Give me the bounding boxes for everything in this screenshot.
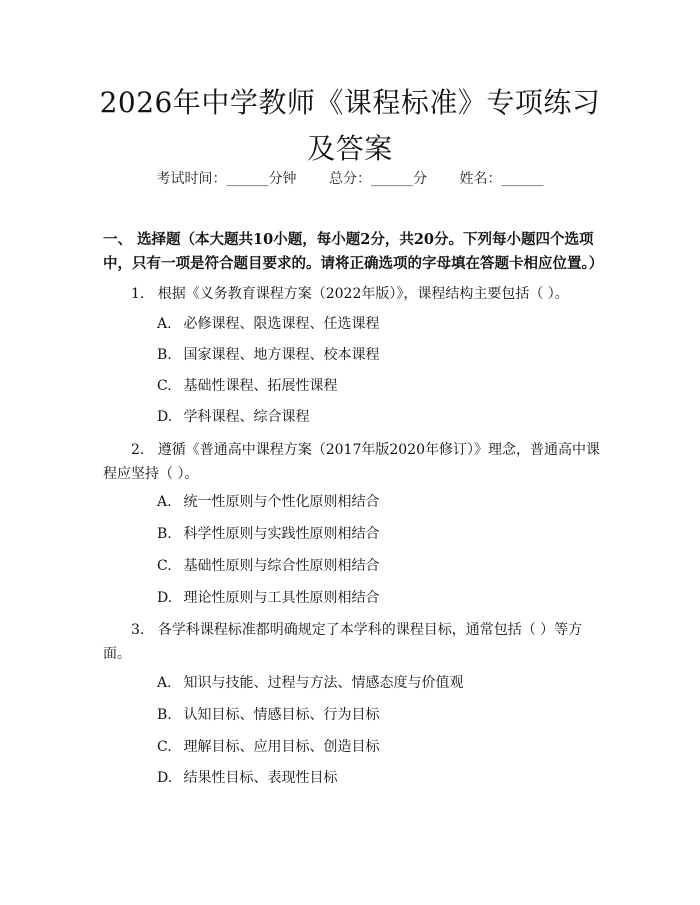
option-1a — [157, 314, 597, 334]
option-3b — [157, 705, 597, 725]
section-heading: 一、 选择题（本大题共10小题，每小题2分，共20分。下列每小题四个选项中，只有一项是符合题目要求的。请将正确选项的字母填在答题卡相应位置。） — [103, 231, 604, 272]
question-number: 3. — [131, 622, 145, 638]
option-text: 理论性原则与工具性原则相结合 — [183, 590, 380, 606]
option-2d — [157, 588, 597, 608]
option-text: 基础性课程、拓展性课程 — [183, 378, 338, 394]
exam-info-line — [0, 168, 700, 188]
option-text: 国家课程、地方课程、校本课程 — [183, 347, 380, 363]
option-letter: D. — [157, 409, 173, 425]
question-2 — [103, 438, 603, 486]
document-title: 2026年中学教师《课程标准》专项练习及答案 — [99, 86, 601, 165]
question-3 — [103, 618, 603, 666]
option-text: 认知目标、情感目标、行为目标 — [183, 707, 380, 723]
question-1 — [103, 282, 603, 306]
option-letter: A. — [157, 675, 172, 691]
option-2b — [157, 524, 597, 544]
option-letter: D. — [157, 590, 173, 606]
question-text: 根据《义务教育课程方案（2022年版）》，课程结构主要包括（ ）。 — [157, 286, 569, 302]
question-text: 各学科课程标准都明确规定了本学科的课程目标，通常包括（ ）等方面。 — [103, 622, 583, 662]
exam-name: 姓名：______ — [459, 171, 544, 187]
question-number: 2. — [131, 442, 145, 458]
exam-total-score: 总分：______分 — [329, 171, 427, 187]
option-1b — [157, 345, 597, 365]
option-letter: C. — [157, 378, 172, 394]
option-text: 科学性原则与实践性原则相结合 — [183, 526, 380, 542]
option-3c — [157, 737, 597, 757]
option-2c — [157, 556, 597, 576]
option-text: 结果性目标、表现性目标 — [183, 770, 338, 786]
question-text: 遵循《普通高中课程方案（2017年版2020年修订）》理念，普通高中课程应坚持（ ）。 — [103, 442, 600, 482]
option-1c — [157, 376, 597, 396]
option-text: 统一性原则与个性化原则相结合 — [183, 494, 380, 510]
option-letter: D. — [157, 770, 173, 786]
option-text: 知识与技能、过程与方法、情感态度与价值观 — [183, 675, 464, 691]
option-letter: A. — [157, 494, 172, 510]
option-text: 学科课程、综合课程 — [183, 409, 310, 425]
option-text: 基础性原则与综合性原则相结合 — [183, 558, 380, 574]
option-1d — [157, 407, 597, 427]
exam-time: 考试时间：______分钟 — [156, 171, 297, 187]
option-letter: B. — [157, 526, 172, 542]
option-letter: C. — [157, 739, 172, 755]
option-letter: A. — [157, 316, 172, 332]
option-2a — [157, 492, 597, 512]
option-3a — [157, 673, 597, 693]
question-number: 1. — [131, 286, 145, 302]
option-text: 必修课程、限选课程、任选课程 — [183, 316, 380, 332]
option-3d — [157, 768, 597, 788]
option-text: 理解目标、应用目标、创造目标 — [183, 739, 380, 755]
option-letter: C. — [157, 558, 172, 574]
option-letter: B. — [157, 707, 172, 723]
option-letter: B. — [157, 347, 172, 363]
